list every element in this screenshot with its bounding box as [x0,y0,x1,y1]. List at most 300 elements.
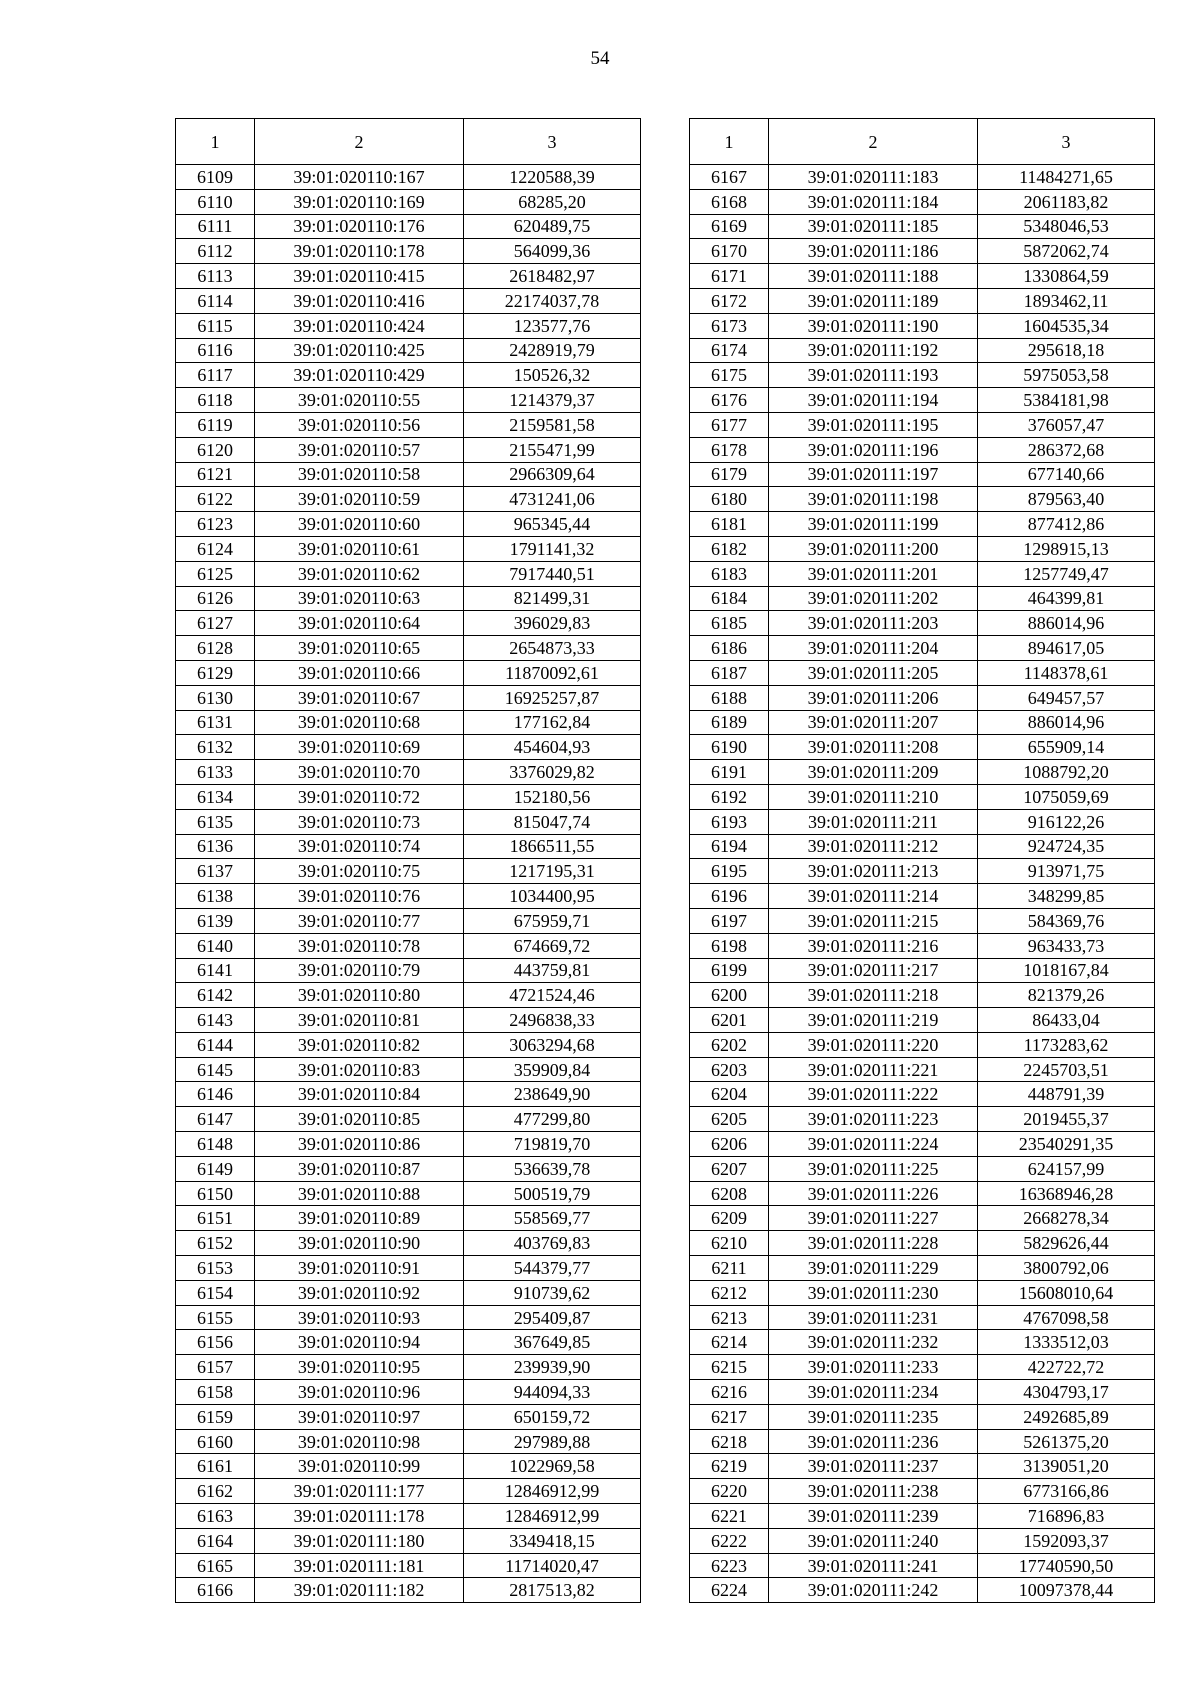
value-cell: 422722,72 [978,1355,1155,1380]
row-number-cell: 6188 [690,685,769,710]
table-row [690,239,1155,264]
row-number-cell: 6129 [176,660,255,685]
value-cell: 6773166,86 [978,1479,1155,1504]
table-row [690,1107,1155,1132]
row-number-cell: 6142 [176,983,255,1008]
cadastral-number-cell: 39:01:020110:99 [255,1454,464,1479]
cadastral-number-cell: 39:01:020110:90 [255,1231,464,1256]
table-row [690,437,1155,462]
value-cell: 624157,99 [978,1156,1155,1181]
cadastral-number-cell: 39:01:020110:98 [255,1429,464,1454]
cadastral-number-cell: 39:01:020111:204 [769,636,978,661]
value-cell: 11870092,61 [464,660,641,685]
cadastral-number-cell: 39:01:020110:60 [255,512,464,537]
cadastral-number-cell: 39:01:020110:92 [255,1280,464,1305]
cadastral-number-cell: 39:01:020111:198 [769,487,978,512]
table-row [176,561,641,586]
table-row [690,760,1155,785]
value-cell: 5384181,98 [978,388,1155,413]
table-row [690,1504,1155,1529]
column-header-number: 1 [690,119,769,165]
table-body-right [690,165,1155,1603]
cadastral-number-cell: 39:01:020110:56 [255,412,464,437]
cadastral-number-cell: 39:01:020111:242 [769,1578,978,1603]
value-cell: 1034400,95 [464,884,641,909]
row-number-cell: 6214 [690,1330,769,1355]
table-row [176,165,641,190]
table-row [690,1231,1155,1256]
value-cell: 2496838,33 [464,1008,641,1033]
cadastral-number-cell: 39:01:020111:189 [769,288,978,313]
cadastral-number-cell: 39:01:020110:94 [255,1330,464,1355]
cadastral-number-cell: 39:01:020110:63 [255,586,464,611]
table-row [176,239,641,264]
table-row [176,586,641,611]
cadastral-number-cell: 39:01:020111:208 [769,735,978,760]
cadastral-number-cell: 39:01:020111:185 [769,214,978,239]
value-cell: 544379,77 [464,1256,641,1281]
value-cell: 500519,79 [464,1181,641,1206]
value-cell: 1298915,13 [978,536,1155,561]
cadastral-number-cell: 39:01:020110:425 [255,338,464,363]
value-cell: 1088792,20 [978,760,1155,785]
value-cell: 2654873,33 [464,636,641,661]
cadastral-number-cell: 39:01:020111:180 [255,1528,464,1553]
value-cell: 4731241,06 [464,487,641,512]
table-row [176,189,641,214]
cadastral-number-cell: 39:01:020110:429 [255,363,464,388]
cadastral-number-cell: 39:01:020111:194 [769,388,978,413]
row-number-cell: 6145 [176,1057,255,1082]
row-number-cell: 6182 [690,536,769,561]
table-row [176,512,641,537]
row-number-cell: 6189 [690,710,769,735]
table-row [176,288,641,313]
value-cell: 477299,80 [464,1107,641,1132]
table-row [690,338,1155,363]
cadastral-number-cell: 39:01:020110:84 [255,1082,464,1107]
value-cell: 886014,96 [978,611,1155,636]
cadastral-number-cell: 39:01:020111:181 [255,1553,464,1578]
table-row [176,1330,641,1355]
value-cell: 17740590,50 [978,1553,1155,1578]
table-row [690,1156,1155,1181]
column-header-value: 3 [464,119,641,165]
table-row [176,313,641,338]
row-number-cell: 6178 [690,437,769,462]
value-cell: 1075059,69 [978,784,1155,809]
value-cell: 877412,86 [978,512,1155,537]
row-number-cell: 6201 [690,1008,769,1033]
value-cell: 2668278,34 [978,1206,1155,1231]
cadastral-number-cell: 39:01:020110:83 [255,1057,464,1082]
row-number-cell: 6207 [690,1156,769,1181]
table-row [176,735,641,760]
row-number-cell: 6155 [176,1305,255,1330]
table-row [176,784,641,809]
table-row [176,338,641,363]
row-number-cell: 6200 [690,983,769,1008]
row-number-cell: 6173 [690,313,769,338]
cadastral-number-cell: 39:01:020111:188 [769,264,978,289]
value-cell: 924724,35 [978,834,1155,859]
row-number-cell: 6187 [690,660,769,685]
value-cell: 3139051,20 [978,1454,1155,1479]
value-cell: 675959,71 [464,908,641,933]
table-row [176,214,641,239]
cadastral-number-cell: 39:01:020110:58 [255,462,464,487]
table-row [690,1256,1155,1281]
cadastral-number-cell: 39:01:020111:197 [769,462,978,487]
row-number-cell: 6164 [176,1528,255,1553]
table-row [690,1057,1155,1082]
row-number-cell: 6211 [690,1256,769,1281]
row-number-cell: 6171 [690,264,769,289]
table-row [176,1256,641,1281]
table-row [176,908,641,933]
table-row [176,809,641,834]
row-number-cell: 6202 [690,1032,769,1057]
table-row [176,1181,641,1206]
value-cell: 2019455,37 [978,1107,1155,1132]
cadastral-number-cell: 39:01:020111:195 [769,412,978,437]
value-cell: 821379,26 [978,983,1155,1008]
value-cell: 1217195,31 [464,859,641,884]
value-cell: 3349418,15 [464,1528,641,1553]
value-cell: 4721524,46 [464,983,641,1008]
cadastral-number-cell: 39:01:020111:222 [769,1082,978,1107]
cadastral-number-cell: 39:01:020111:230 [769,1280,978,1305]
row-number-cell: 6123 [176,512,255,537]
cadastral-number-cell: 39:01:020111:216 [769,933,978,958]
value-cell: 348299,85 [978,884,1155,909]
row-number-cell: 6205 [690,1107,769,1132]
value-cell: 12846912,99 [464,1479,641,1504]
row-number-cell: 6134 [176,784,255,809]
cadastral-number-cell: 39:01:020111:201 [769,561,978,586]
table-row [176,1008,641,1033]
column-header-cadastral: 2 [255,119,464,165]
table-row [690,834,1155,859]
row-number-cell: 6197 [690,908,769,933]
page-number: 54 [590,48,610,69]
cadastral-number-cell: 39:01:020111:199 [769,512,978,537]
cadastral-number-cell: 39:01:020110:65 [255,636,464,661]
cadastral-number-cell: 39:01:020111:226 [769,1181,978,1206]
value-cell: 5872062,74 [978,239,1155,264]
value-cell: 286372,68 [978,437,1155,462]
table-row [176,1107,641,1132]
cadastral-number-cell: 39:01:020110:77 [255,908,464,933]
value-cell: 558569,77 [464,1206,641,1231]
row-number-cell: 6165 [176,1553,255,1578]
cadastral-number-cell: 39:01:020111:234 [769,1380,978,1405]
cadastral-number-cell: 39:01:020111:218 [769,983,978,1008]
value-cell: 1022969,58 [464,1454,641,1479]
cadastral-number-cell: 39:01:020110:69 [255,735,464,760]
table-row [690,1008,1155,1033]
cadastral-number-cell: 39:01:020110:79 [255,958,464,983]
row-number-cell: 6147 [176,1107,255,1132]
table-row [690,264,1155,289]
row-number-cell: 6115 [176,313,255,338]
table-row [690,611,1155,636]
row-number-cell: 6167 [690,165,769,190]
cadastral-number-cell: 39:01:020111:202 [769,586,978,611]
cadastral-number-cell: 39:01:020111:207 [769,710,978,735]
row-number-cell: 6172 [690,288,769,313]
value-cell: 443759,81 [464,958,641,983]
cadastral-number-cell: 39:01:020110:78 [255,933,464,958]
table-row [690,1429,1155,1454]
row-number-cell: 6156 [176,1330,255,1355]
cadastral-number-cell: 39:01:020111:205 [769,660,978,685]
table-row [690,1479,1155,1504]
row-number-cell: 6149 [176,1156,255,1181]
value-cell: 913971,75 [978,859,1155,884]
table-row [176,710,641,735]
value-cell: 1604535,34 [978,313,1155,338]
cadastral-number-cell: 39:01:020111:186 [769,239,978,264]
value-cell: 11484271,65 [978,165,1155,190]
cadastral-number-cell: 39:01:020111:241 [769,1553,978,1578]
table-row [176,363,641,388]
table-row [690,636,1155,661]
value-cell: 719819,70 [464,1132,641,1157]
table-row [176,487,641,512]
value-cell: 454604,93 [464,735,641,760]
row-number-cell: 6161 [176,1454,255,1479]
cadastral-number-cell: 39:01:020111:240 [769,1528,978,1553]
table-row [690,685,1155,710]
value-cell: 564099,36 [464,239,641,264]
row-number-cell: 6183 [690,561,769,586]
table-row [690,1404,1155,1429]
table-row [176,536,641,561]
value-cell: 916122,26 [978,809,1155,834]
table-row [176,388,641,413]
table-row [176,884,641,909]
table-row [176,1504,641,1529]
registry-table-left [175,118,641,1603]
table-row [690,536,1155,561]
row-number-cell: 6113 [176,264,255,289]
cadastral-number-cell: 39:01:020110:85 [255,1107,464,1132]
cadastral-number-cell: 39:01:020111:192 [769,338,978,363]
row-number-cell: 6159 [176,1404,255,1429]
cadastral-number-cell: 39:01:020110:89 [255,1206,464,1231]
value-cell: 716896,83 [978,1504,1155,1529]
table-row [176,1156,641,1181]
value-cell: 894617,05 [978,636,1155,661]
cadastral-number-cell: 39:01:020110:80 [255,983,464,1008]
row-number-cell: 6204 [690,1082,769,1107]
table-row [176,611,641,636]
cadastral-number-cell: 39:01:020111:183 [769,165,978,190]
table-row [690,908,1155,933]
value-cell: 655909,14 [978,735,1155,760]
table-row [690,958,1155,983]
cadastral-number-cell: 39:01:020111:210 [769,784,978,809]
table-row [690,1578,1155,1603]
value-cell: 1330864,59 [978,264,1155,289]
table-row [690,1206,1155,1231]
table-row [176,760,641,785]
cadastral-number-cell: 39:01:020111:214 [769,884,978,909]
table-row [176,983,641,1008]
cadastral-number-cell: 39:01:020111:235 [769,1404,978,1429]
value-cell: 2618482,97 [464,264,641,289]
cadastral-number-cell: 39:01:020110:57 [255,437,464,462]
row-number-cell: 6195 [690,859,769,884]
cadastral-number-cell: 39:01:020110:76 [255,884,464,909]
value-cell: 295618,18 [978,338,1155,363]
row-number-cell: 6208 [690,1181,769,1206]
row-number-cell: 6148 [176,1132,255,1157]
row-number-cell: 6112 [176,239,255,264]
table-row [690,512,1155,537]
value-cell: 177162,84 [464,710,641,735]
table-row [176,412,641,437]
row-number-cell: 6185 [690,611,769,636]
value-cell: 86433,04 [978,1008,1155,1033]
row-number-cell: 6166 [176,1578,255,1603]
cadastral-number-cell: 39:01:020111:182 [255,1578,464,1603]
column-header-cadastral: 2 [769,119,978,165]
table-row [176,1231,641,1256]
cadastral-number-cell: 39:01:020110:64 [255,611,464,636]
value-cell: 1592093,37 [978,1528,1155,1553]
row-number-cell: 6130 [176,685,255,710]
table-row [690,462,1155,487]
row-number-cell: 6131 [176,710,255,735]
row-number-cell: 6116 [176,338,255,363]
row-number-cell: 6170 [690,239,769,264]
value-cell: 10097378,44 [978,1578,1155,1603]
table-row [176,1057,641,1082]
row-number-cell: 6177 [690,412,769,437]
table-row [690,1380,1155,1405]
row-number-cell: 6210 [690,1231,769,1256]
value-cell: 12846912,99 [464,1504,641,1529]
row-number-cell: 6218 [690,1429,769,1454]
table-row [176,685,641,710]
cadastral-number-cell: 39:01:020111:184 [769,189,978,214]
value-cell: 944094,33 [464,1380,641,1405]
row-number-cell: 6135 [176,809,255,834]
value-cell: 1214379,37 [464,388,641,413]
cadastral-number-cell: 39:01:020111:223 [769,1107,978,1132]
value-cell: 584369,76 [978,908,1155,933]
value-cell: 620489,75 [464,214,641,239]
cadastral-number-cell: 39:01:020111:212 [769,834,978,859]
table-row [690,586,1155,611]
row-number-cell: 6163 [176,1504,255,1529]
value-cell: 295409,87 [464,1305,641,1330]
table-row [176,1132,641,1157]
cadastral-number-cell: 39:01:020111:228 [769,1231,978,1256]
row-number-cell: 6180 [690,487,769,512]
row-number-cell: 6121 [176,462,255,487]
cadastral-number-cell: 39:01:020110:81 [255,1008,464,1033]
row-number-cell: 6120 [176,437,255,462]
table-row [690,313,1155,338]
cadastral-number-cell: 39:01:020110:70 [255,760,464,785]
row-number-cell: 6216 [690,1380,769,1405]
table-row [176,1380,641,1405]
header-row [176,119,641,165]
row-number-cell: 6111 [176,214,255,239]
row-number-cell: 6144 [176,1032,255,1057]
cadastral-number-cell: 39:01:020111:225 [769,1156,978,1181]
cadastral-number-cell: 39:01:020110:62 [255,561,464,586]
row-number-cell: 6191 [690,760,769,785]
cadastral-number-cell: 39:01:020110:97 [255,1404,464,1429]
table-row [690,1553,1155,1578]
value-cell: 3376029,82 [464,760,641,785]
row-number-cell: 6127 [176,611,255,636]
table-row [176,859,641,884]
value-cell: 5829626,44 [978,1231,1155,1256]
row-number-cell: 6222 [690,1528,769,1553]
row-number-cell: 6186 [690,636,769,661]
column-header-value: 3 [978,119,1155,165]
cadastral-number-cell: 39:01:020111:177 [255,1479,464,1504]
value-cell: 1893462,11 [978,288,1155,313]
cadastral-number-cell: 39:01:020111:215 [769,908,978,933]
cadastral-number-cell: 39:01:020110:169 [255,189,464,214]
row-number-cell: 6110 [176,189,255,214]
table-row [176,1429,641,1454]
row-number-cell: 6158 [176,1380,255,1405]
value-cell: 1791141,32 [464,536,641,561]
value-cell: 3800792,06 [978,1256,1155,1281]
value-cell: 5261375,20 [978,1429,1155,1454]
cadastral-number-cell: 39:01:020111:231 [769,1305,978,1330]
table-row [690,983,1155,1008]
table-row [690,933,1155,958]
row-number-cell: 6224 [690,1578,769,1603]
cadastral-number-cell: 39:01:020111:236 [769,1429,978,1454]
table-row [690,487,1155,512]
cadastral-number-cell: 39:01:020110:67 [255,685,464,710]
value-cell: 123577,76 [464,313,641,338]
table-row [690,388,1155,413]
cadastral-number-cell: 39:01:020110:424 [255,313,464,338]
table-row [176,1578,641,1603]
value-cell: 2061183,82 [978,189,1155,214]
table-row [690,660,1155,685]
row-number-cell: 6136 [176,834,255,859]
row-number-cell: 6169 [690,214,769,239]
value-cell: 238649,90 [464,1082,641,1107]
value-cell: 1220588,39 [464,165,641,190]
value-cell: 2817513,82 [464,1578,641,1603]
row-number-cell: 6220 [690,1479,769,1504]
row-number-cell: 6157 [176,1355,255,1380]
value-cell: 674669,72 [464,933,641,958]
table-row [690,561,1155,586]
row-number-cell: 6192 [690,784,769,809]
table-row [176,1206,641,1231]
table-row [176,264,641,289]
row-number-cell: 6138 [176,884,255,909]
row-number-cell: 6190 [690,735,769,760]
table-row [690,809,1155,834]
row-number-cell: 6143 [176,1008,255,1033]
row-number-cell: 6114 [176,288,255,313]
cadastral-number-cell: 39:01:020111:200 [769,536,978,561]
